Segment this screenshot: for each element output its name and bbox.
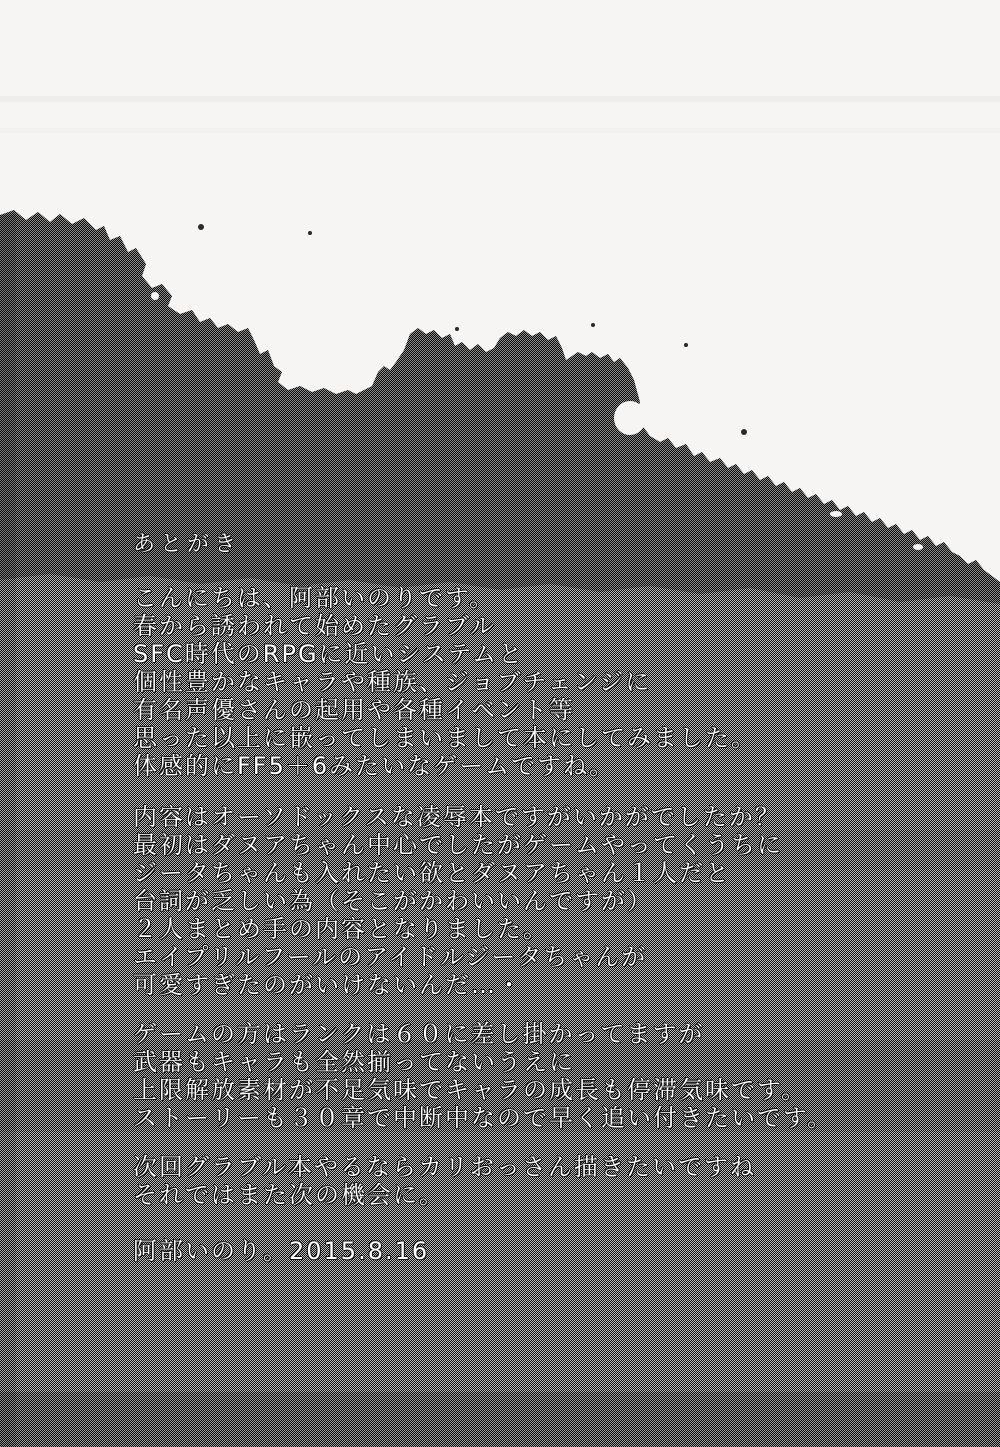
text-line: SFC時代のRPGに近いシステムと (133, 640, 525, 668)
text-line: 上限解放素材が不足気味でキャラの成長も停滞気味です。 (133, 1076, 808, 1104)
paragraph-content (133, 803, 783, 999)
paragraph-closing (133, 1153, 756, 1209)
text-line: 個性豊かなキャラや種族、ジョブチェンジに (133, 668, 652, 696)
text-line: 内容はオーソドックスな凌辱本ですがいかがでしたか？ (133, 803, 781, 831)
text-line: 春から誘われて始めたグラブル (133, 612, 497, 640)
text-line: ストーリーも３０章で中断中なので早く追い付きたいです。 (133, 1104, 834, 1132)
text-line: こんにちは、阿部いのりです。 (133, 584, 496, 612)
text-line: エイプリルフールのアイドルジータちゃんが (133, 943, 648, 971)
text-line: 次回グラブル本やるならカリおっさん描きたいですね (133, 1153, 757, 1181)
text-line: ２人まとめ手の内容となりました。 (133, 915, 549, 943)
signature-line: 阿部いのり。2015.8.16 (133, 1237, 430, 1265)
paragraph-intro (133, 584, 757, 780)
text-line: ゲームの方はランクは６０に差し掛かってますが (133, 1020, 705, 1048)
text-line: 可愛すぎたのがいけないんだ…・ (133, 971, 523, 999)
text-line: 体感的にFF5＋6みたいなゲームですね。 (133, 752, 616, 780)
text-line: 最初はダヌアちゃん中心でしたがゲームやってくうちに (133, 831, 783, 859)
text-line: 有名声優さんの起用や各種イベント等 (133, 696, 575, 724)
paragraph-game-progress (133, 1020, 833, 1132)
text-line: 武器もキャラも全然揃ってないうえに (133, 1048, 575, 1076)
text-line: それではまた次の機会に。 (133, 1181, 445, 1209)
text-line: ジータちゃんも入れたい欲とダヌアちゃん１人だと (133, 859, 731, 887)
text-line: 台詞が乏しい為（そこがかわいいんですが） (133, 887, 653, 915)
afterword-heading: あとがき (133, 532, 242, 557)
text-line: 思った以上に嵌ってしまいまして本にしてみました。 (133, 724, 757, 752)
